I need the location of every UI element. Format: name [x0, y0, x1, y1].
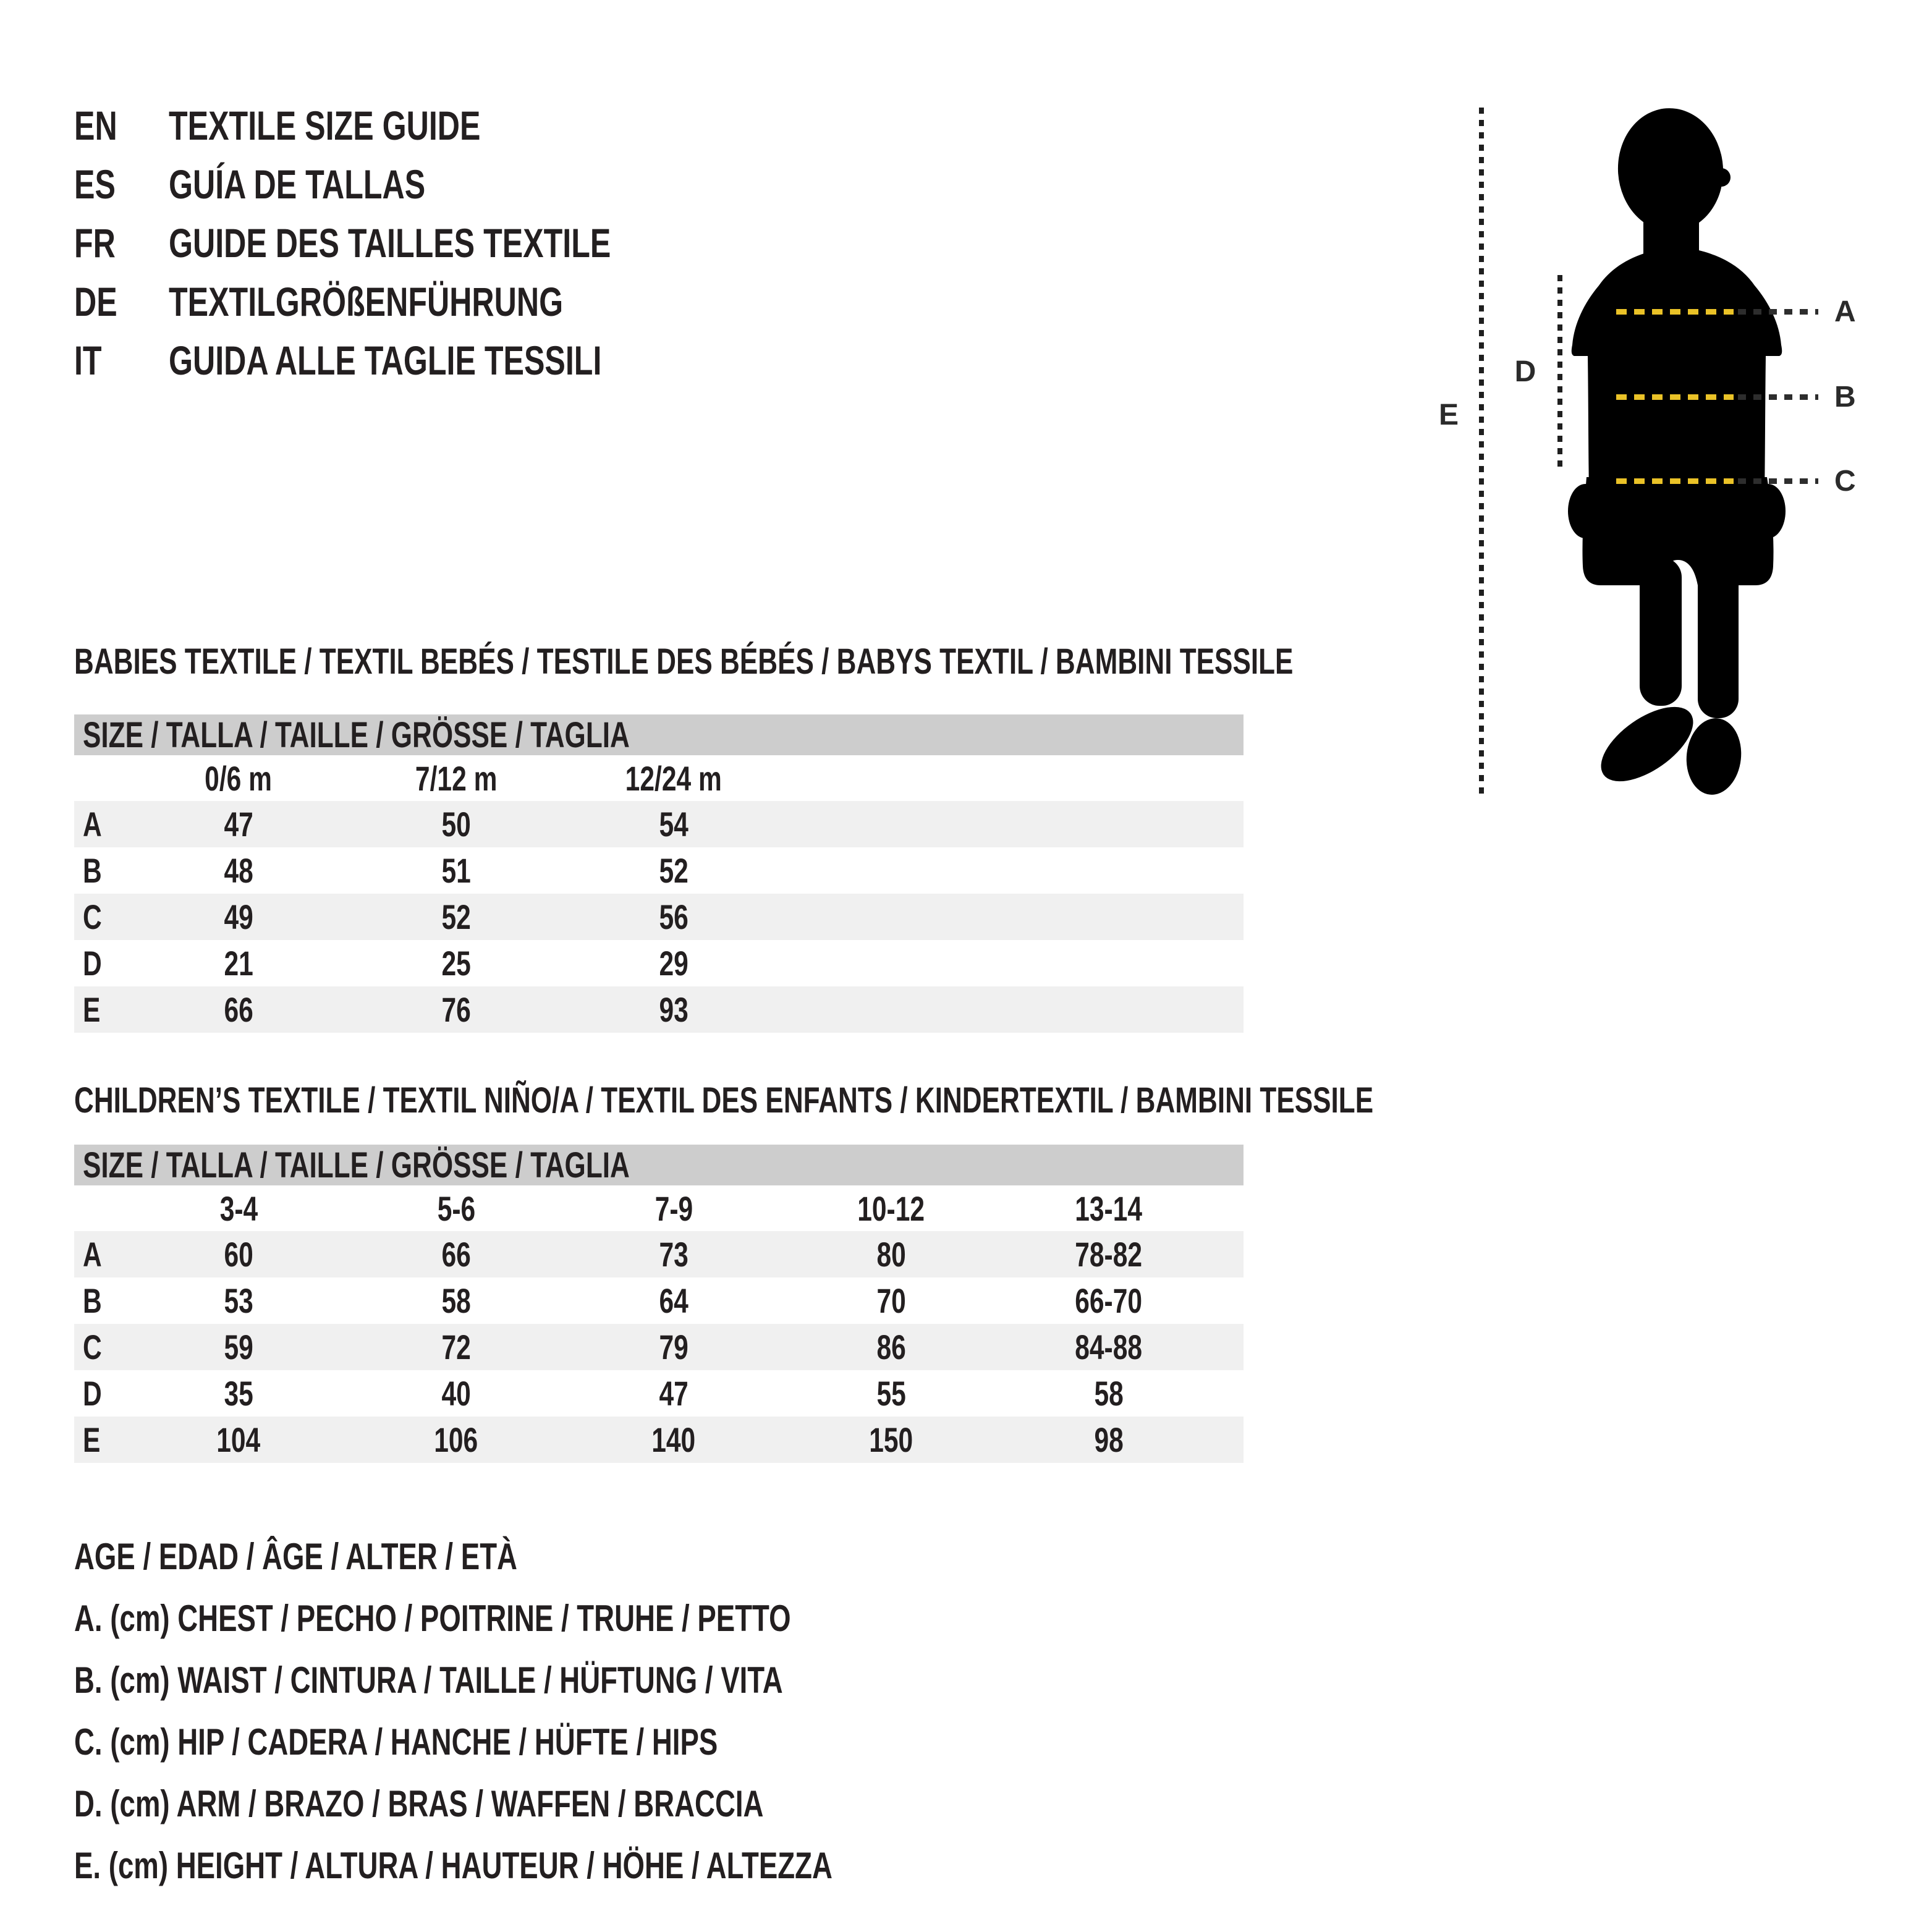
filler-cell — [782, 847, 1244, 894]
waist-dash-yellow — [1616, 394, 1734, 400]
column-header — [565, 1185, 782, 1231]
row-label — [74, 1277, 130, 1324]
table-cell-text: 104 — [216, 1420, 261, 1459]
legend-arm-text: D. (cm) ARM / BRAZO / BRAS / WAFFEN / BRACCIA — [74, 1782, 764, 1824]
table-cell-text: 47 — [659, 1374, 688, 1413]
filler-cell — [1218, 1231, 1244, 1277]
table-cell — [130, 801, 347, 847]
table-cell — [347, 894, 565, 940]
legend-height — [74, 1834, 1072, 1896]
table-cell-text: 55 — [876, 1374, 906, 1413]
legend-hip — [74, 1711, 1072, 1773]
table-row-E — [74, 1417, 1244, 1463]
table-cell-text: 50 — [441, 805, 471, 844]
legend-height-text: E. (cm) HEIGHT / ALTURA / HAUTEUR / HÖHE / ALTEZZA — [74, 1844, 833, 1886]
babies-size-header-bar — [74, 714, 1244, 755]
children-size-header-text: SIZE / TALLA / TAILLE / GRÖSSE / TAGLIA — [83, 1145, 630, 1185]
table-cell-text: 52 — [659, 851, 688, 890]
lang-code — [74, 278, 169, 325]
column-header — [347, 1185, 565, 1231]
table-cell — [130, 1324, 347, 1370]
legend-chest — [74, 1587, 1072, 1649]
figure-label-waist-B: B — [1834, 380, 1856, 413]
table-cell — [130, 847, 347, 894]
waist-dash-dark — [1738, 394, 1818, 400]
filler-cell — [782, 986, 1244, 1033]
column-header — [130, 1185, 347, 1231]
lang-title — [169, 161, 506, 208]
lang-code — [74, 161, 169, 208]
figure-label-chest-A: A — [1834, 295, 1856, 328]
children-table — [74, 1185, 1244, 1463]
table-cell — [347, 1277, 565, 1324]
table-cell — [347, 1231, 565, 1277]
table-cell-text: 66 — [224, 990, 253, 1029]
lang-row-es — [74, 155, 750, 213]
table-cell — [347, 1417, 565, 1463]
arm-measure-line-D — [1557, 275, 1562, 472]
lang-title-text: GUIDE DES TAILLES TEXTILE — [169, 219, 611, 266]
lang-code-text: FR — [74, 219, 116, 266]
column-header-text: 12/24 m — [625, 758, 722, 798]
legend-waist — [74, 1649, 1072, 1711]
table-cell-text: 66 — [441, 1235, 471, 1274]
table-cell — [565, 801, 782, 847]
column-header — [130, 755, 347, 801]
table-cell — [782, 1324, 1000, 1370]
table-cell — [347, 940, 565, 986]
table-cell — [1000, 1277, 1218, 1324]
language-title-list — [74, 96, 750, 389]
table-cell-text: 76 — [441, 990, 471, 1029]
children-section-title-text: CHILDREN’S TEXTILE / TEXTIL NIÑO/A / TEXTIL DES ENFANTS / KINDERTEXTIL / BAMBINI TESSILE — [74, 1080, 1374, 1121]
legend-arm — [74, 1773, 1072, 1834]
table-row-E — [74, 986, 1244, 1033]
filler-cell — [1218, 1185, 1244, 1231]
table-cell — [347, 847, 565, 894]
row-label-text: A — [83, 805, 102, 844]
lang-title-text: TEXTILGRÖßENFÜHRUNG — [169, 278, 564, 324]
row-label — [74, 1370, 130, 1417]
table-cell-text: 29 — [659, 944, 688, 983]
table-cell — [130, 986, 347, 1033]
child-silhouette — [1567, 106, 1789, 802]
filler-cell — [782, 940, 1244, 986]
table-cell-text: 54 — [659, 805, 688, 844]
table-cell-text: 73 — [659, 1235, 688, 1274]
table-cell-text: 64 — [659, 1281, 688, 1320]
row-label-text: D — [83, 944, 102, 983]
lang-title — [169, 219, 750, 266]
lang-code-text: DE — [74, 278, 117, 324]
table-cell-text: 21 — [224, 944, 253, 983]
chest-dash-yellow — [1616, 309, 1734, 315]
table-cell — [565, 1231, 782, 1277]
column-header-row — [74, 755, 1244, 801]
babies-section-title-text: BABIES TEXTILE / TEXTIL BEBÉS / TESTILE DES BÉBÉS / BABYS TEXTIL / BAMBINI TESSILE — [74, 642, 1294, 682]
lang-row-it — [74, 331, 750, 389]
chest-dash-dark — [1738, 309, 1818, 315]
table-cell-text: 86 — [876, 1328, 906, 1366]
table-row-A — [74, 1231, 1244, 1277]
table-cell — [130, 894, 347, 940]
row-label — [74, 1324, 130, 1370]
row-label — [74, 940, 130, 986]
table-cell — [565, 1324, 782, 1370]
row-label — [74, 1231, 130, 1277]
row-label-spacer — [74, 755, 130, 801]
column-header-text: 5-6 — [437, 1188, 475, 1228]
measurement-legend — [74, 1525, 1072, 1896]
table-cell-text: 78-82 — [1075, 1235, 1143, 1274]
figure-label-arm-D: D — [1514, 355, 1536, 388]
table-cell — [782, 1231, 1000, 1277]
table-row-B — [74, 1277, 1244, 1324]
table-cell — [1000, 1370, 1218, 1417]
row-label-text: C — [83, 1328, 102, 1366]
row-label-spacer — [74, 1185, 130, 1231]
column-header — [1000, 1185, 1218, 1231]
table-cell — [565, 986, 782, 1033]
table-cell-text: 52 — [441, 897, 471, 936]
hip-dash-yellow — [1616, 478, 1734, 484]
table-row-D — [74, 940, 1244, 986]
column-header-text: 13-14 — [1075, 1188, 1143, 1228]
children-section-title — [74, 1082, 1784, 1120]
row-label-text: E — [83, 990, 101, 1029]
lang-title — [169, 337, 739, 384]
lang-code — [74, 337, 169, 384]
lang-code-text: IT — [74, 337, 102, 383]
babies-section-title — [74, 643, 1678, 681]
lang-row-de — [74, 272, 750, 331]
table-cell-text: 48 — [224, 851, 253, 890]
table-cell-text: 106 — [434, 1420, 478, 1459]
legend-chest-text: A. (cm) CHEST / PECHO / POITRINE / TRUHE / PETTO — [74, 1597, 791, 1639]
table-cell-text: 84-88 — [1075, 1328, 1143, 1366]
column-header — [782, 1185, 1000, 1231]
table-cell — [782, 1277, 1000, 1324]
table-cell-text: 58 — [1094, 1374, 1124, 1413]
lang-title — [169, 278, 688, 325]
table-cell-text: 66-70 — [1075, 1281, 1143, 1320]
table-cell-text: 58 — [441, 1281, 471, 1320]
table-cell — [565, 894, 782, 940]
table-cell-text: 59 — [224, 1328, 253, 1366]
row-label-text: E — [83, 1420, 101, 1459]
table-cell — [347, 986, 565, 1033]
column-header-text: 10-12 — [857, 1188, 925, 1228]
table-row-B — [74, 847, 1244, 894]
legend-hip-text: C. (cm) HIP / CADERA / HANCHE / HÜFTE / HIPS — [74, 1721, 718, 1763]
table-row-C — [74, 894, 1244, 940]
table-cell — [565, 1277, 782, 1324]
table-cell — [565, 847, 782, 894]
row-label-text: B — [83, 1281, 102, 1320]
children-size-header-bar — [74, 1145, 1244, 1185]
table-cell-text: 70 — [876, 1281, 906, 1320]
table-cell — [347, 1324, 565, 1370]
filler-cell — [1218, 1417, 1244, 1463]
table-cell — [1000, 1417, 1218, 1463]
table-cell — [565, 940, 782, 986]
figure-label-height-E: E — [1438, 398, 1459, 431]
table-cell-text: 51 — [441, 851, 471, 890]
row-label-text: A — [83, 1235, 102, 1274]
row-label — [74, 847, 130, 894]
column-header — [565, 755, 782, 801]
table-cell — [130, 1231, 347, 1277]
figure-label-hip-C: C — [1834, 464, 1856, 498]
legend-age-text: AGE / EDAD / ÂGE / ALTER / ETÀ — [74, 1535, 517, 1577]
filler-cell — [782, 801, 1244, 847]
table-cell — [1000, 1231, 1218, 1277]
lang-code-text: ES — [74, 161, 116, 207]
measurement-figure — [1421, 99, 1916, 822]
table-cell-text: 35 — [224, 1374, 253, 1413]
row-label-text: B — [83, 851, 102, 890]
table-cell — [565, 1370, 782, 1417]
row-label-text: D — [83, 1374, 102, 1413]
table-cell — [130, 1417, 347, 1463]
table-cell-text: 25 — [441, 944, 471, 983]
column-header-text: 0/6 m — [205, 758, 273, 798]
lang-title — [169, 102, 579, 149]
hip-dash-dark — [1738, 478, 1818, 484]
table-cell — [782, 1370, 1000, 1417]
table-cell — [130, 1370, 347, 1417]
table-cell-text: 140 — [651, 1420, 696, 1459]
column-header-text: 7/12 m — [415, 758, 498, 798]
lang-code — [74, 219, 169, 266]
lang-title-text: GUIDA ALLE TAGLIE TESSILI — [169, 337, 602, 383]
height-measure-line-E — [1479, 108, 1484, 800]
column-header-row — [74, 1185, 1244, 1231]
table-row-D — [74, 1370, 1244, 1417]
table-row-A — [74, 801, 1244, 847]
table-cell — [1000, 1324, 1218, 1370]
filler-cell — [782, 755, 1244, 801]
row-label-text: C — [83, 897, 102, 936]
table-cell-text: 49 — [224, 897, 253, 936]
lang-title-text: GUÍA DE TALLAS — [169, 161, 426, 207]
column-header-text: 3-4 — [219, 1188, 258, 1228]
row-label — [74, 894, 130, 940]
filler-cell — [1218, 1370, 1244, 1417]
legend-age — [74, 1525, 1072, 1587]
table-cell — [565, 1417, 782, 1463]
table-cell-text: 150 — [869, 1420, 913, 1459]
lang-code — [74, 102, 169, 149]
table-cell — [782, 1417, 1000, 1463]
column-header-text: 7-9 — [655, 1188, 693, 1228]
babies-size-header-text: SIZE / TALLA / TAILLE / GRÖSSE / TAGLIA — [83, 714, 630, 755]
table-row-C — [74, 1324, 1244, 1370]
table-cell — [130, 1277, 347, 1324]
table-cell-text: 80 — [876, 1235, 906, 1274]
table-cell-text: 60 — [224, 1235, 253, 1274]
row-label — [74, 1417, 130, 1463]
legend-waist-text: B. (cm) WAIST / CINTURA / TAILLE / HÜFTUNG / VITA — [74, 1659, 783, 1701]
table-cell-text: 93 — [659, 990, 688, 1029]
lang-code-text: EN — [74, 102, 117, 148]
table-cell-text: 40 — [441, 1374, 471, 1413]
filler-cell — [1218, 1324, 1244, 1370]
table-cell-text: 53 — [224, 1281, 253, 1320]
table-cell-text: 98 — [1094, 1420, 1124, 1459]
filler-cell — [1218, 1277, 1244, 1324]
lang-title-text: TEXTILE SIZE GUIDE — [169, 102, 481, 148]
babies-table — [74, 755, 1244, 1033]
table-cell-text: 47 — [224, 805, 253, 844]
table-cell — [130, 940, 347, 986]
row-label — [74, 801, 130, 847]
table-cell-text: 79 — [659, 1328, 688, 1366]
filler-cell — [782, 894, 1244, 940]
row-label — [74, 986, 130, 1033]
column-header — [347, 755, 565, 801]
lang-row-en — [74, 96, 750, 155]
table-cell — [347, 801, 565, 847]
table-cell — [347, 1370, 565, 1417]
table-cell-text: 72 — [441, 1328, 471, 1366]
table-cell-text: 56 — [659, 897, 688, 936]
lang-row-fr — [74, 213, 750, 272]
